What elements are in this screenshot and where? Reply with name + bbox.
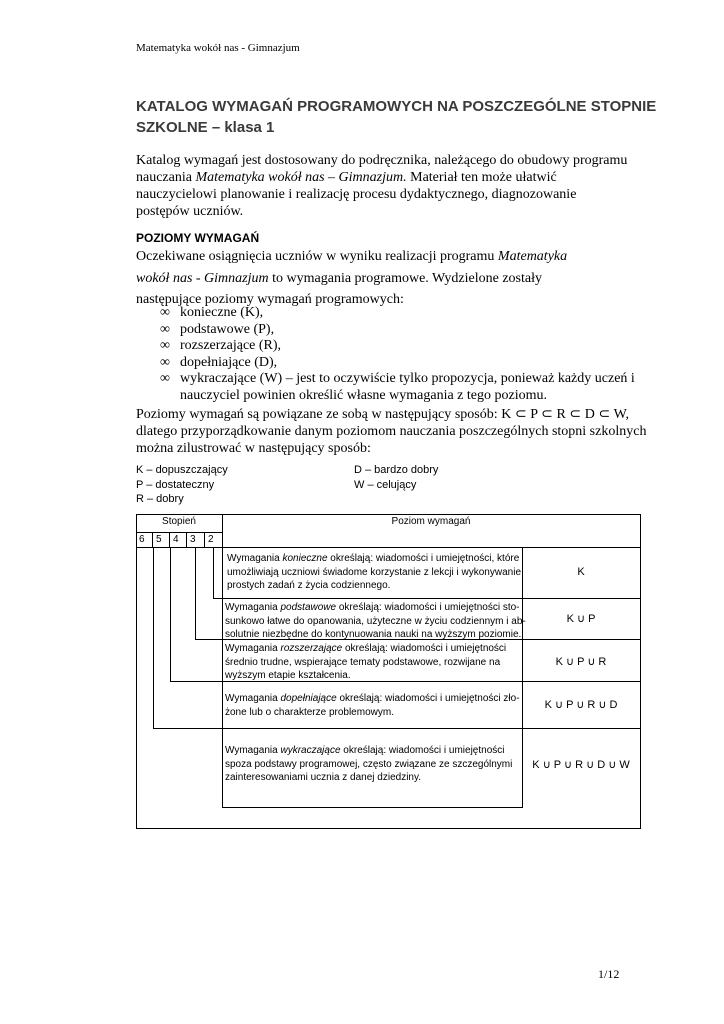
grade-legend-item: K – dopuszczający [136, 464, 228, 476]
title-line-1: KATALOG WYMAGAŃ PROGRAMOWYCH NA POSZCZEGÓLNE STOPNIE [136, 98, 657, 115]
intro-text: nauczycielowi planowanie i realizację procesu dydaktycznego, diagnozowanie [136, 187, 577, 202]
level-symbol: K ∪ P ∪ R ∪ D [544, 699, 618, 711]
description-line: sunkowo łatwe do opanowania, użyteczne w życiu codziennym i ab- [225, 615, 526, 627]
intro-program-name: Matematyka wokół nas – Gimnazjum. [195, 170, 407, 185]
bracket-line [213, 548, 214, 598]
header-level: Poziom wymagań [391, 516, 471, 527]
table-row-description [225, 642, 506, 683]
table-row-description [225, 744, 512, 785]
list-item-label: nauczyciel powinien określić własne wymagania z tego poziomu. [180, 387, 547, 403]
relation-line: można zilustrować w następujący sposób: [136, 441, 371, 456]
table-grid-line [222, 548, 223, 808]
table-border [136, 828, 641, 829]
grade-number: 4 [173, 534, 179, 545]
level-name: konieczne [282, 553, 328, 564]
description-line [227, 552, 521, 566]
level-symbol: K ∪ P [566, 613, 596, 625]
level-name: dopełniające [280, 693, 337, 704]
table-border [136, 514, 641, 515]
table-grid-line [136, 547, 641, 548]
grade-legend-item: P – dostateczny [136, 478, 215, 491]
description-line [225, 692, 520, 706]
grade-legend-item: W – celujący [354, 478, 417, 491]
table-row-description [227, 552, 521, 593]
description-line [225, 744, 512, 758]
description-line: średnio trudne, wspierające tematy podstawowe, rozwijane na [225, 656, 501, 668]
list-item-label: dopełniające (D), [180, 354, 278, 370]
table-grid-line [522, 681, 640, 682]
description-line [225, 601, 526, 615]
table-grid-line [222, 728, 523, 729]
bracket-line [170, 548, 171, 681]
expected-program-name: Matematyka [497, 249, 568, 264]
title-line-2: SZKOLNE – klasa 1 [136, 119, 275, 136]
section-heading: POZIOMY WYMAGAŃ [136, 231, 260, 245]
bracket-line [153, 728, 223, 729]
description-text: Wymagania [225, 602, 281, 613]
grade-number: 6 [139, 534, 145, 545]
infinity-bullet-icon: ∞ [160, 371, 170, 386]
table-grid-line [522, 728, 640, 729]
grade-number: 3 [190, 534, 196, 545]
level-name: wykraczające [280, 745, 341, 756]
list-item-label: wykraczające (W) – jest to oczywiście tylko propozycja, ponieważ każdy uczeń i [180, 371, 635, 386]
expected-line-3: następujące poziomy wymagań programowych: [136, 292, 404, 307]
intro-text: nauczania [136, 170, 196, 185]
infinity-bullet-icon: ∞ [160, 354, 170, 370]
intro-text: Katalog wymagań jest dostosowany do podręcznika, należącego do obudowy programu [136, 153, 628, 168]
infinity-bullet-icon: ∞ [160, 338, 170, 353]
description-line: wyższym etapie kształcenia. [225, 670, 351, 681]
expected-program-name: wokół nas - Gimnazjum [136, 271, 269, 286]
list-item-label: podstawowe (P), [180, 321, 275, 337]
list-item-label: rozszerzające (R), [180, 338, 282, 353]
table-grid-line [204, 532, 205, 548]
level-symbol: K [577, 566, 585, 578]
description-line: prostych zadań z życia codziennego. [227, 580, 391, 591]
level-name: podstawowe [280, 602, 337, 613]
description-line: spoza podstawy programowej, często związane ze szczególnymi [225, 758, 513, 770]
description-text: określają: wiadomości i umiejętności [340, 745, 505, 756]
grade-number: 2 [208, 534, 214, 545]
page-number: 1/12 [598, 967, 620, 981]
table-grid-line [152, 532, 153, 548]
description-text: określają: wiadomości i umiejętności, które [327, 553, 520, 564]
description-text: Wymagania [227, 553, 283, 564]
intro-text: Materiał ten może ułatwić [406, 170, 557, 185]
table-row-description [225, 692, 520, 719]
table-row-description [225, 601, 526, 642]
description-text: określają: wiadomości i umiejętności zło- [336, 693, 520, 704]
bracket-line [195, 548, 196, 639]
description-line: zainteresowaniami ucznia z danej dziedziny. [225, 772, 422, 783]
description-line: umożliwiają uczniowi świadome korzystanie z lekcji i wykonywanie [227, 566, 521, 578]
intro-text: postępów uczniów. [136, 204, 244, 219]
grade-legend-item: R – dobry [136, 493, 184, 505]
table-grid-line [522, 598, 640, 599]
table-grid-line [522, 639, 640, 640]
grade-number: 5 [156, 534, 162, 545]
infinity-bullet-icon: ∞ [160, 321, 170, 337]
level-symbol: K ∪ P ∪ R ∪ D ∪ W [532, 759, 630, 771]
bracket-line [195, 639, 223, 640]
description-text: Wymagania [225, 643, 281, 654]
list-item-label: konieczne (K), [180, 305, 264, 320]
infinity-bullet-icon: ∞ [160, 305, 170, 320]
description-line: żone lub o charakterze problemowym. [225, 706, 394, 718]
table-grid-line [136, 532, 222, 533]
expected-text: to wymagania programowe. Wydzielone zostały [268, 271, 542, 286]
relation-line: dlatego przyporządkowanie danym poziomom nauczania poszczególnych stopni szkolnych [136, 424, 647, 439]
expected-text: Oczekiwane osiągnięcia uczniów w wyniku realizacji programu [136, 249, 498, 264]
grade-legend-item: D – bardzo dobry [354, 464, 439, 476]
table-grid-line [222, 807, 523, 808]
table-border [136, 514, 137, 829]
table-grid-line [222, 598, 523, 599]
table-grid-line [169, 532, 170, 548]
header-grade: Stopień [162, 516, 196, 527]
description-text: Wymagania [225, 745, 281, 756]
table-grid-line [186, 532, 187, 548]
description-line [225, 642, 506, 656]
relation-line: Poziomy wymagań są powiązane ze sobą w następujący sposób: K ⊂ P ⊂ R ⊂ D ⊂ W, [136, 407, 629, 422]
level-name: rozszerzające [280, 643, 343, 654]
bracket-line [170, 681, 223, 682]
running-header: Matematyka wokół nas - Gimnazjum [136, 42, 300, 54]
description-line: solutnie niezbędne do kontynuowania nauki na wyższym poziomie. [225, 629, 522, 640]
description-text: określają: wiadomości i umiejętności [342, 643, 507, 654]
level-symbol: K ∪ P ∪ R [555, 656, 607, 668]
table-border [640, 514, 641, 829]
description-text: określają: wiadomości i umiejętności sto- [336, 602, 520, 613]
bracket-line [153, 548, 154, 728]
description-text: Wymagania [225, 693, 281, 704]
